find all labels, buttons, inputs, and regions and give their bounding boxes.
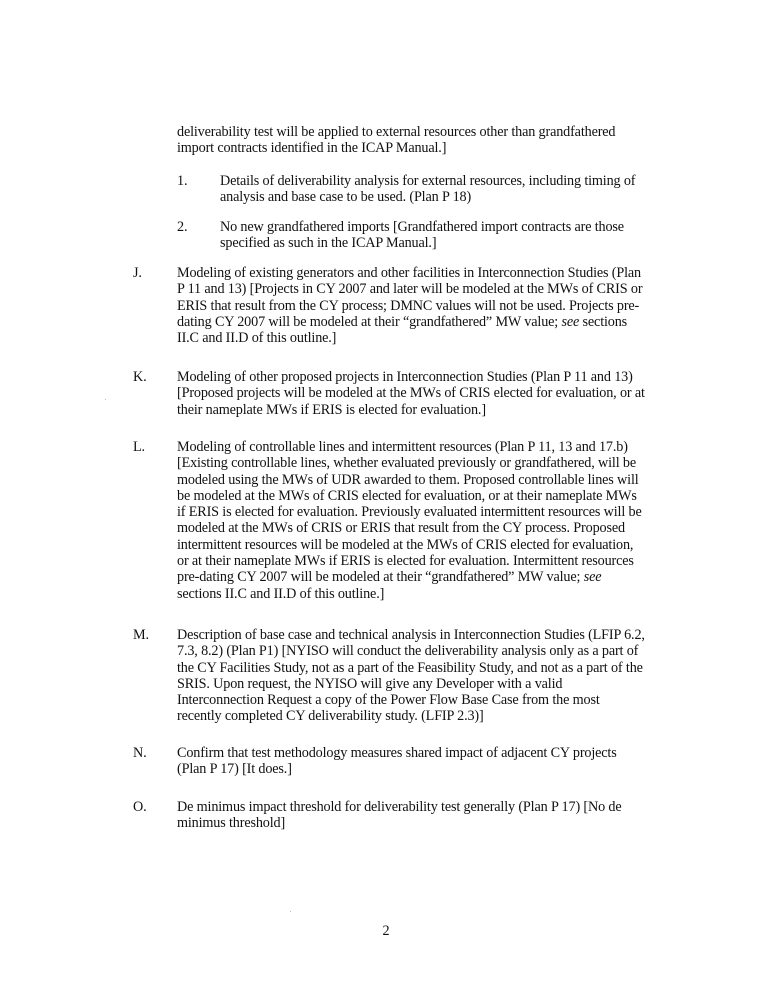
outline-item-k (133, 369, 647, 418)
item-text (177, 265, 647, 346)
scan-speck (290, 911, 291, 912)
subitem-1 (177, 173, 647, 206)
item-text (177, 369, 647, 418)
item-letter: M. (133, 627, 149, 643)
item-text-main: Confirm that test methodology measures shared impact of adjacent CY projects (Plan P 17) [It does.] (177, 745, 617, 778)
item-text (177, 627, 647, 725)
item-letter: O. (133, 799, 147, 815)
intro-paragraph: deliverability test will be applied to external resources other than grandfathered import contracts identified in the ICAP Manual.] (177, 124, 616, 157)
subitem-2 (177, 219, 647, 252)
item-text-tail: sections II.C and II.D of this outline.] (177, 313, 628, 347)
page-number: 2 (382, 923, 390, 939)
item-text-main: Description of base case and technical analysis in Interconnection Studies (LFIP 6.2, 7.3, 8.2) (Plan P1) [NYISO will conduct the deliverability analysis only as a part of the CY Facilities Study, not as a part of the Feasibility Study, and not as a part of the SRIS. Upon request, the NYISO will give any Developer with a valid Interconnection Request a copy of the Power Flow Base Case from the most recently completed CY deliverability study. (LFIP 2.3)] (177, 627, 645, 725)
outline-item-n (133, 745, 647, 778)
item-letter: L. (133, 439, 145, 455)
item-text-tail: sections II.C and II.D of this outline.] (177, 585, 385, 602)
item-letter: K. (133, 369, 147, 385)
scan-speck (105, 399, 106, 400)
subitem-number: 2. (177, 219, 188, 235)
item-text-emphasis: see (561, 313, 580, 330)
outline-item-o (133, 799, 647, 832)
item-text-main: De minimus impact threshold for deliverability test generally (Plan P 17) [No de minimus threshold] (177, 799, 622, 832)
item-text-main: Modeling of existing generators and other facilities in Interconnection Studies (Plan P 11 and 13) [Projects in CY 2007 and later will be modeled at the MWs of CRIS or ERIS that result from the CY process; DMNC values will not be used. Projects pre-dating CY 2007 will be modeled at their “grandfathered” MW value; (177, 265, 643, 330)
item-letter: J. (133, 265, 142, 281)
subitem-text: Details of deliverability analysis for external resources, including timing of analysis and base case to be used. (Plan P 18) (220, 173, 636, 206)
item-letter: N. (133, 745, 147, 761)
item-text (177, 799, 647, 832)
item-text-main: Modeling of controllable lines and intermittent resources (Plan P 11, 13 and 17.b) [Existing controllable lines, whether evaluated previously or grandfathered, will be modeled using the MWs of UDR awarded to them. Proposed controllable lines will be modeled at the MWs of CRIS elected for evaluation, or at their nameplate MWs if ERIS is elected for evaluation. Previously evaluated intermittent resources will be modeled at the MWs of CRIS or ERIS that result from the CY process. Proposed intermittent resources will be modeled at the MWs of CRIS elected for evaluation, or at their nameplate MWs if ERIS is elected for evaluation. Intermittent resources pre-dating CY 2007 will be modeled at their “grandfathered” MW value; (177, 439, 642, 586)
outline-item-m (133, 627, 647, 725)
outline-item-j (133, 265, 647, 346)
outline-item-l (133, 439, 647, 602)
item-text (177, 439, 647, 602)
item-text-main: Modeling of other proposed projects in Interconnection Studies (Plan P 11 and 13) [Proposed projects will be modeled at the MWs of CRIS elected for evaluation, or at their nameplate MWs if ERIS is elected for evaluation.] (177, 369, 645, 418)
subitem-number: 1. (177, 173, 188, 189)
subitem-text: No new grandfathered imports [Grandfathered import contracts are those specified as such in the ICAP Manual.] (220, 219, 624, 252)
item-text (177, 745, 647, 778)
item-text-emphasis: see (583, 569, 602, 586)
